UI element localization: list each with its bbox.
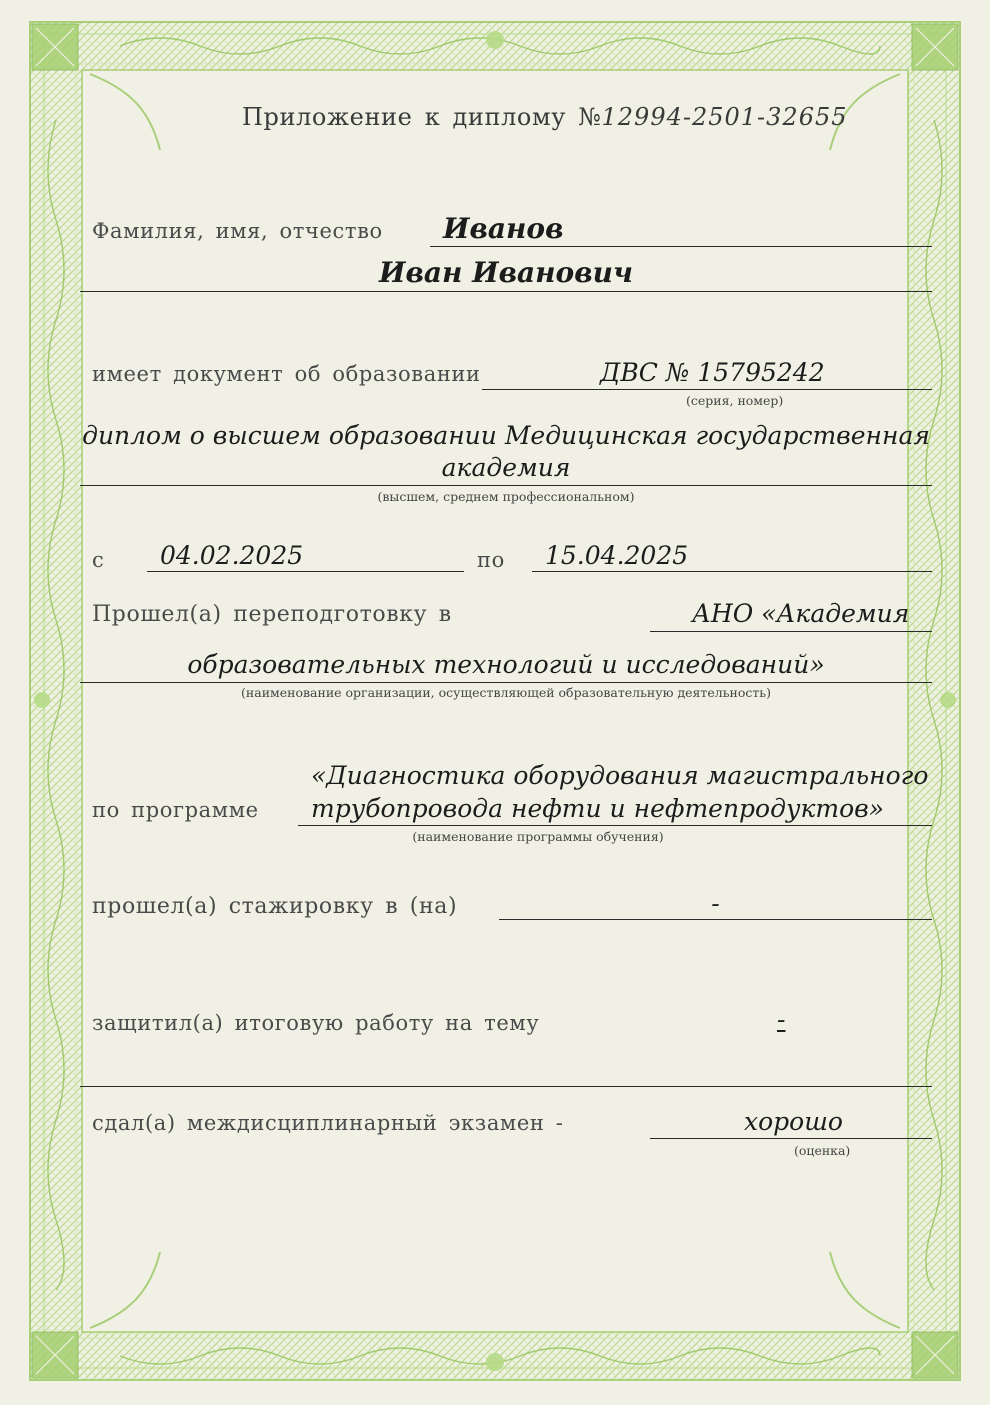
program-label: по программе <box>92 798 259 822</box>
fio-name: Иван Иванович <box>379 256 633 289</box>
fio-label: Фамилия, имя, отчество <box>92 219 383 243</box>
internship-label: прошел(а) стажировку в (на) <box>92 894 458 919</box>
header-title <box>242 103 848 131</box>
program-hint: (наименование программы обучения) <box>412 829 664 844</box>
period-from: 04.02.2025 <box>160 541 304 570</box>
program-line <box>298 825 932 826</box>
exam-grade-hint: (оценка) <box>794 1143 851 1158</box>
thesis-line <box>80 1086 932 1087</box>
organization-hint: (наименование организации, осуществляющей образовательную деятельность) <box>241 685 771 700</box>
organization-line1 <box>650 631 932 632</box>
organization-line2 <box>80 682 932 683</box>
thesis-label: защитил(а) итоговую работу на тему <box>92 1011 540 1035</box>
period-from-line <box>147 571 464 572</box>
fio-surname: Иванов <box>443 212 564 245</box>
header-title-text: Приложение к диплому № <box>242 103 602 131</box>
exam-label: сдал(а) междисциплинарный экзамен - <box>92 1111 564 1135</box>
organization-label: Прошел(а) переподготовку в <box>92 602 452 627</box>
education-document-hint: (серия, номер) <box>686 393 784 408</box>
education-type-line1: диплом о высшем образовании Медицинская государственная <box>82 421 930 450</box>
education-label: имеет документ об образовании <box>92 362 481 386</box>
fio-name-line <box>80 291 932 292</box>
internship-line <box>499 919 932 920</box>
period-to-label: по <box>477 548 505 572</box>
program-line1: «Диагностика оборудования магистрального <box>311 761 929 790</box>
diploma-number: 12994-2501-32655 <box>601 103 848 131</box>
organization-name-line1: АНО «Академия <box>692 599 910 628</box>
education-type-line <box>80 485 932 486</box>
organization-name-line2: образовательных технологий и исследований» <box>187 650 825 679</box>
thesis-value: - <box>777 1005 786 1034</box>
exam-grade: хорошо <box>744 1107 843 1136</box>
education-document: ДВС № 15795242 <box>600 358 825 387</box>
period-to-line <box>532 571 932 572</box>
exam-grade-line <box>650 1138 932 1139</box>
education-document-line <box>482 389 932 390</box>
education-type-line2: академия <box>441 453 571 482</box>
program-line2: трубопровода нефти и нефтепродуктов» <box>311 794 884 823</box>
period-from-label: с <box>92 548 105 572</box>
education-type-hint: (высшем, среднем профессиональном) <box>377 489 635 504</box>
fio-surname-line <box>430 246 932 247</box>
period-to: 15.04.2025 <box>545 541 689 570</box>
internship-value: - <box>711 889 720 918</box>
